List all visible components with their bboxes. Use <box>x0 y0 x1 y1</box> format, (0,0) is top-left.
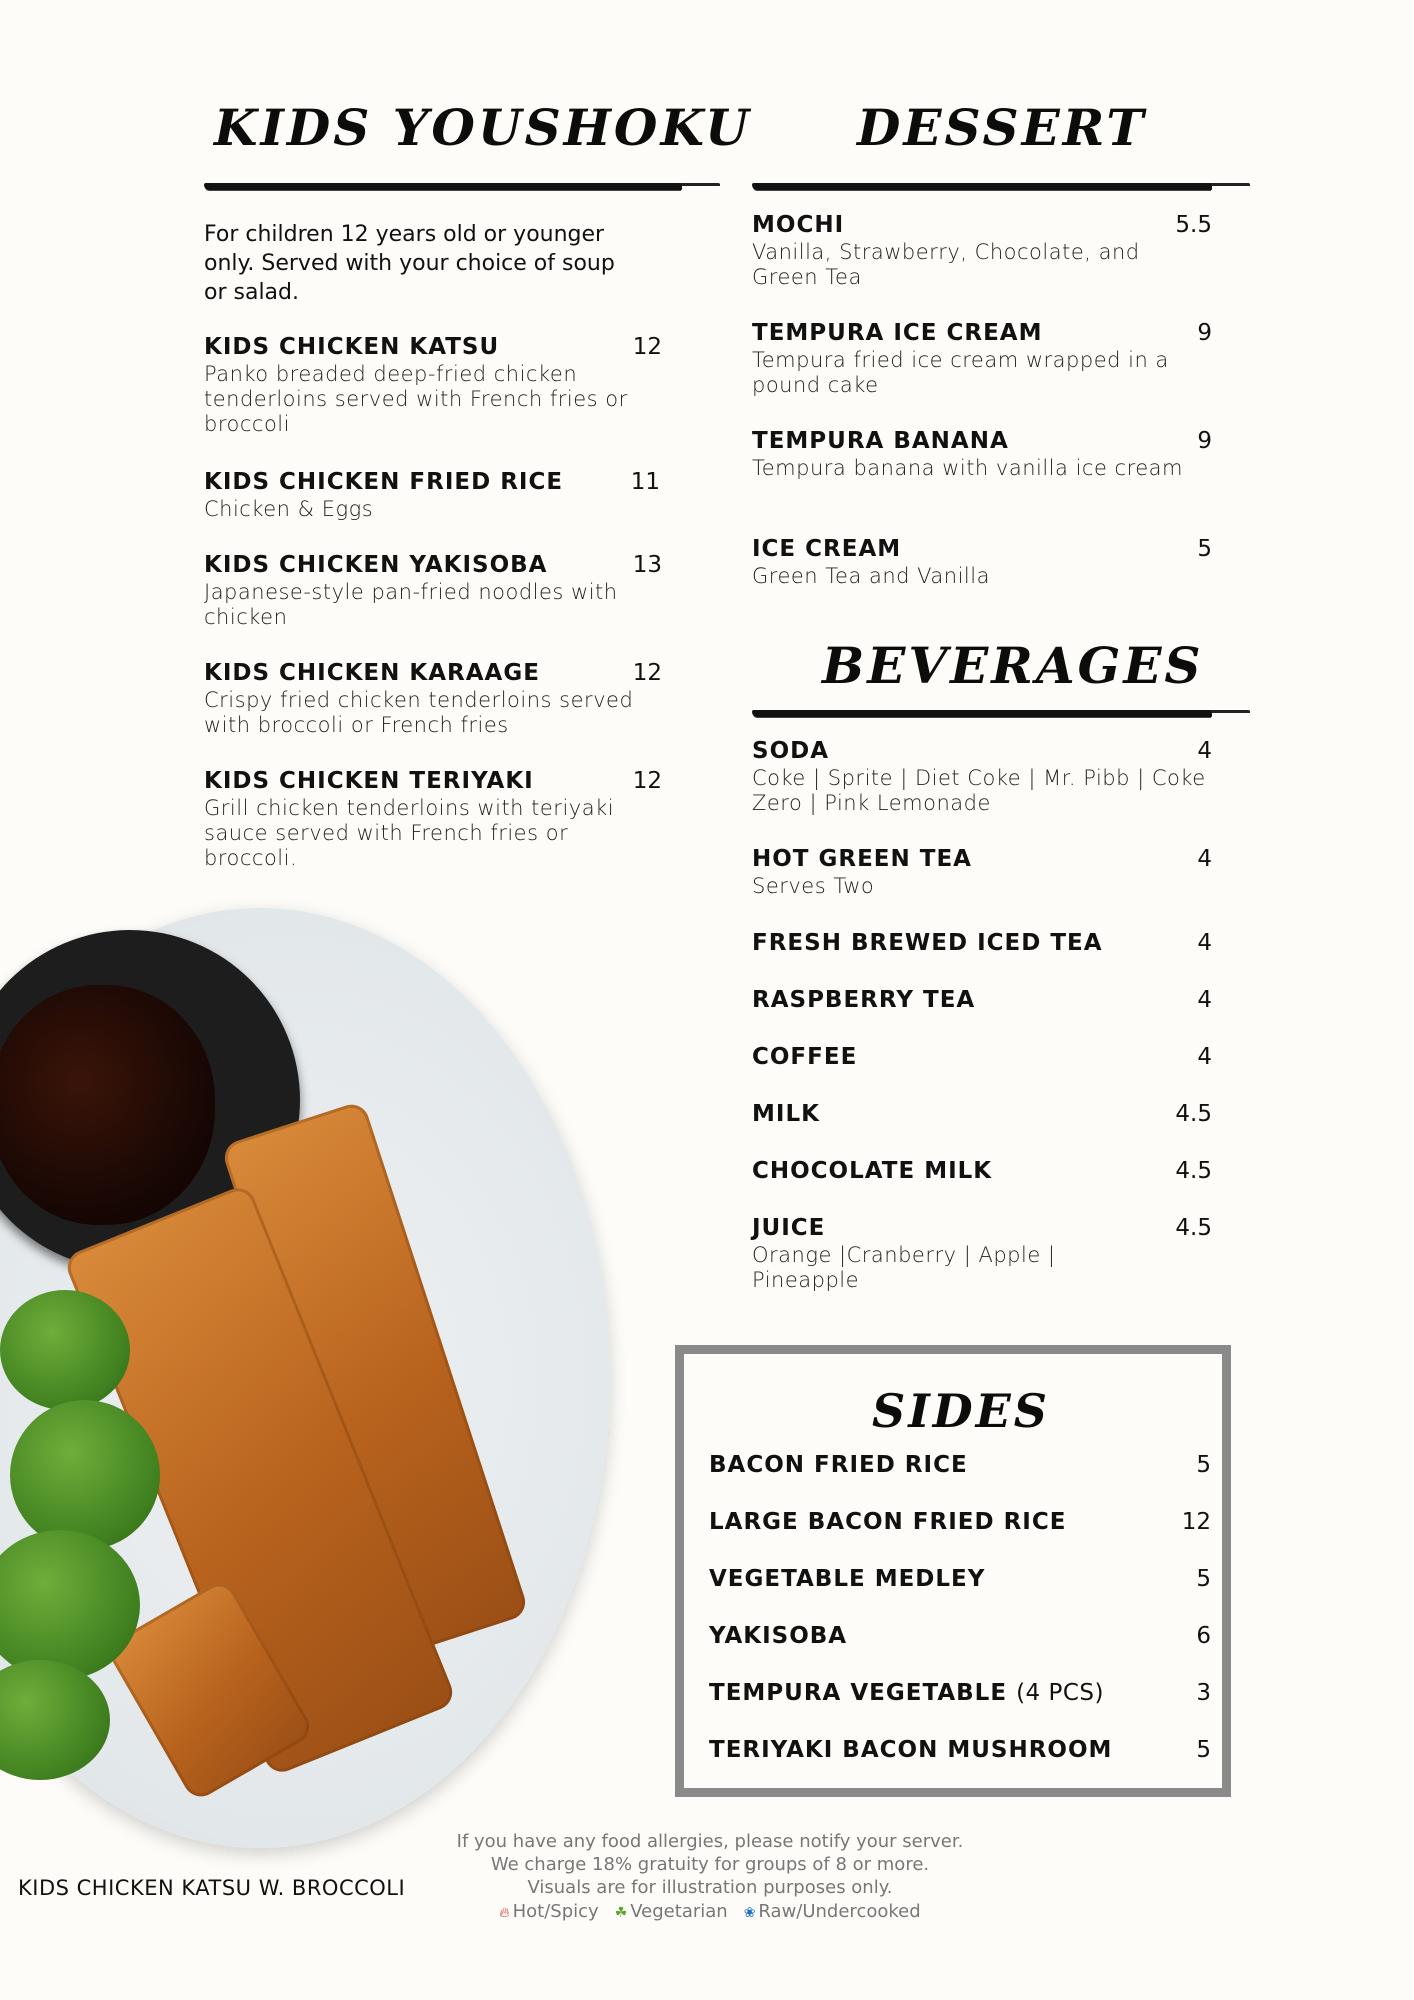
item-price: 5 <box>1196 1737 1211 1763</box>
item-name-text: TEMPURA VEGETABLE <box>709 1680 1008 1706</box>
item-desc: Coke | Sprite | Diet Coke | Mr. Pibb | Coke Zero | Pink Lemonade <box>752 766 1206 815</box>
item-name: CHOCOLATE MILK <box>752 1158 993 1184</box>
item-desc: Orange |Cranberry | Apple | Pineapple <box>752 1243 1056 1292</box>
item-name: ICE CREAM <box>752 536 902 562</box>
broccoli-image <box>0 1290 130 1410</box>
item-name <box>709 1680 1104 1706</box>
item-price: 11 <box>630 469 660 495</box>
item-name-suffix: (4 PCS) <box>1016 1680 1104 1706</box>
item-price: 4.5 <box>1175 1215 1212 1241</box>
item-name: RASPBERRY TEA <box>752 987 976 1013</box>
item-name: MILK <box>752 1101 820 1127</box>
item-name: TEMPURA BANANA <box>752 428 1009 454</box>
legend-item-raw: ❀ Raw/Undercooked <box>743 1901 921 1922</box>
menu-item <box>709 1623 1211 1649</box>
item-name: TEMPURA ICE CREAM <box>752 320 1043 346</box>
item-price: 12 <box>632 768 662 794</box>
item-name: KIDS CHICKEN KATSU <box>204 334 500 360</box>
broccoli-image <box>10 1400 160 1550</box>
visuals-note: Visuals are for illustration purposes only. <box>527 1877 893 1898</box>
item-name: VEGETABLE MEDLEY <box>709 1566 986 1592</box>
item-price: 3 <box>1196 1680 1211 1706</box>
item-price: 12 <box>632 660 662 686</box>
item-price: 4 <box>1197 930 1212 956</box>
item-price: 5.5 <box>1175 212 1212 238</box>
menu-item <box>752 1044 1212 1070</box>
menu-item <box>709 1566 1211 1592</box>
item-price: 4 <box>1197 738 1212 764</box>
item-name: KIDS CHICKEN YAKISOBA <box>204 552 548 578</box>
item-desc: Crispy fried chicken tenderloins served with broccoli or French fries <box>204 688 634 737</box>
item-price: 6 <box>1196 1623 1211 1649</box>
menu-item <box>204 552 662 630</box>
kids-intro: For children 12 years old or younger only. Served with your choice of soup or salad. <box>204 222 615 305</box>
item-price: 12 <box>632 334 662 360</box>
item-desc: Serves Two <box>752 874 875 898</box>
item-price: 9 <box>1197 320 1212 346</box>
item-name: SODA <box>752 738 830 764</box>
item-name: BACON FRIED RICE <box>709 1452 968 1478</box>
chili-icon: 🔥︎ <box>499 1905 510 1921</box>
kids-title-rule <box>204 183 682 190</box>
item-desc: Panko breaded deep-fried chicken tenderloins served with French fries or broccoli <box>204 362 628 436</box>
item-desc: Japanese-style pan-fried noodles with chicken <box>204 580 618 629</box>
item-price: 9 <box>1197 428 1212 454</box>
item-price: 5 <box>1196 1452 1211 1478</box>
menu-item <box>752 1215 1212 1293</box>
item-desc: Tempura fried ice cream wrapped in a pound cake <box>752 348 1169 397</box>
menu-item <box>204 768 662 871</box>
item-desc: Tempura banana with vanilla ice cream <box>752 456 1184 480</box>
item-name: JUICE <box>752 1215 826 1241</box>
item-price: 4.5 <box>1175 1158 1212 1184</box>
item-price: 4 <box>1197 987 1212 1013</box>
item-price: 4 <box>1197 1044 1212 1070</box>
menu-item <box>752 428 1212 481</box>
item-desc: Vanilla, Strawberry, Chocolate, and Green Tea <box>752 240 1140 289</box>
item-price: 12 <box>1181 1509 1211 1535</box>
item-name: KIDS CHICKEN FRIED RICE <box>204 469 564 495</box>
item-name: MOCHI <box>752 212 845 238</box>
sides-section <box>675 1345 1231 1797</box>
item-name: LARGE BACON FRIED RICE <box>709 1509 1067 1535</box>
item-name: KIDS CHICKEN TERIYAKI <box>204 768 534 794</box>
item-desc: Green Tea and Vanilla <box>752 564 990 588</box>
item-price: 13 <box>632 552 662 578</box>
menu-item <box>709 1680 1211 1706</box>
item-name: TERIYAKI BACON MUSHROOM <box>709 1737 1113 1763</box>
item-name: YAKISOBA <box>709 1623 848 1649</box>
item-price: 5 <box>1196 1566 1211 1592</box>
legend <box>420 1900 1000 1925</box>
item-name: KIDS CHICKEN KARAAGE <box>204 660 540 686</box>
fish-icon: ❀ <box>743 1905 756 1921</box>
menu-item <box>752 1158 1212 1184</box>
menu-item <box>752 930 1212 956</box>
menu-item <box>709 1452 1211 1478</box>
item-price: 4.5 <box>1175 1101 1212 1127</box>
legend-item-vegetarian: ☘ Vegetarian <box>614 1901 728 1922</box>
item-price: 5 <box>1197 536 1212 562</box>
item-name: HOT GREEN TEA <box>752 846 972 872</box>
allergy-note: If you have any food allergies, please notify your server. <box>456 1831 964 1852</box>
beverages-title: BEVERAGES <box>822 636 1204 695</box>
item-desc: Chicken & Eggs <box>204 497 374 521</box>
dessert-title-rule <box>752 183 1212 190</box>
menu-item <box>204 469 660 522</box>
gratuity-note: We charge 18% gratuity for groups of 8 or more. <box>490 1854 930 1875</box>
item-name: COFFEE <box>752 1044 858 1070</box>
menu-item <box>709 1509 1211 1535</box>
menu-item <box>752 320 1212 398</box>
leaf-icon: ☘ <box>614 1905 628 1921</box>
menu-item <box>752 846 1212 899</box>
menu-item <box>752 987 1212 1013</box>
sides-title: SIDES <box>872 1384 1050 1438</box>
menu-item <box>752 1101 1212 1127</box>
sauce-image <box>0 985 215 1225</box>
menu-item <box>204 334 662 437</box>
menu-item <box>204 660 662 738</box>
legend-item-hot: 🔥︎ Hot/Spicy <box>499 1901 599 1922</box>
item-price: 4 <box>1197 846 1212 872</box>
dessert-title: DESSERT <box>857 98 1147 157</box>
item-name: FRESH BREWED ICED TEA <box>752 930 1103 956</box>
menu-item <box>752 738 1212 816</box>
menu-item <box>752 536 1212 589</box>
menu-item <box>752 212 1212 290</box>
menu-item <box>709 1737 1211 1763</box>
kids-title: KIDS YOUSHOKU <box>214 98 752 157</box>
item-desc: Grill chicken tenderloins with teriyaki sauce served with French fries or broccoli. <box>204 796 615 870</box>
beverages-title-rule <box>752 710 1212 717</box>
footer-notes <box>420 1830 1000 1925</box>
photo-caption: KIDS CHICKEN KATSU W. BROCCOLI <box>18 1876 406 1900</box>
